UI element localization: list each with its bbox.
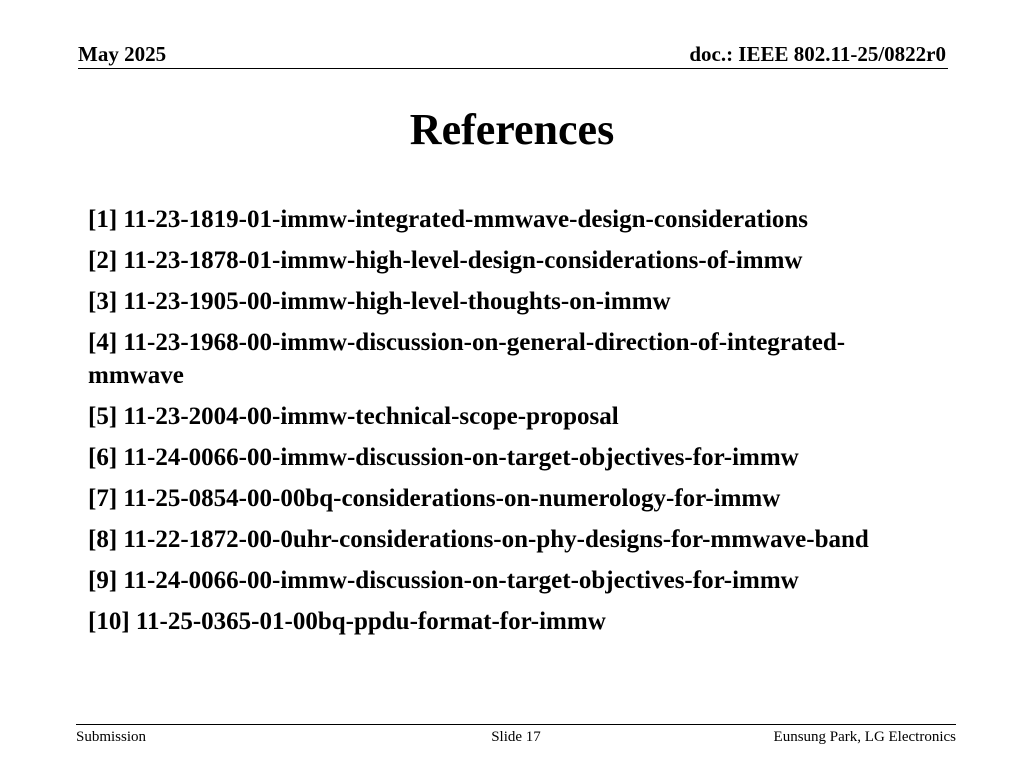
reference-list (88, 203, 928, 646)
footer-submission: Submission (76, 729, 147, 745)
reference-item: [2] 11-23-1878-01-immw-high-level-design-considerations-of-immw (88, 247, 803, 274)
reference-item: [8] 11-22-1872-00-0uhr-considerations-on-phy-designs-for-mmwave-band (88, 526, 869, 553)
reference-item: [1] 11-23-1819-01-immw-integrated-mmwave-design-considerations (88, 206, 809, 233)
reference-item: [7] 11-25-0854-00-00bq-considerations-on-numerology-for-immw (88, 485, 781, 512)
slide-title: References (409, 105, 615, 154)
footer-author: Eunsung Park, LG Electronics (773, 729, 956, 745)
reference-item: [10] 11-25-0365-01-00bq-ppdu-format-for-immw (88, 608, 606, 635)
reference-item: [6] 11-24-0066-00-immw-discussion-on-target-objectives-for-immw (88, 444, 799, 471)
reference-item: [3] 11-23-1905-00-immw-high-level-thoughts-on-immw (88, 288, 671, 315)
footer-divider (76, 724, 956, 725)
header-date: May 2025 (78, 42, 167, 66)
reference-item: [4] 11-23-1968-00-immw-discussion-on-general-direction-of-integrated-mmwave (88, 329, 846, 389)
reference-item: [5] 11-23-2004-00-immw-technical-scope-proposal (88, 403, 619, 430)
header-divider (78, 68, 948, 69)
footer-slide-number: Slide 17 (491, 729, 541, 745)
header-doc-id: doc.: IEEE 802.11-25/0822r0 (689, 42, 946, 66)
reference-item: [9] 11-24-0066-00-immw-discussion-on-target-objectives-for-immw (88, 567, 799, 594)
